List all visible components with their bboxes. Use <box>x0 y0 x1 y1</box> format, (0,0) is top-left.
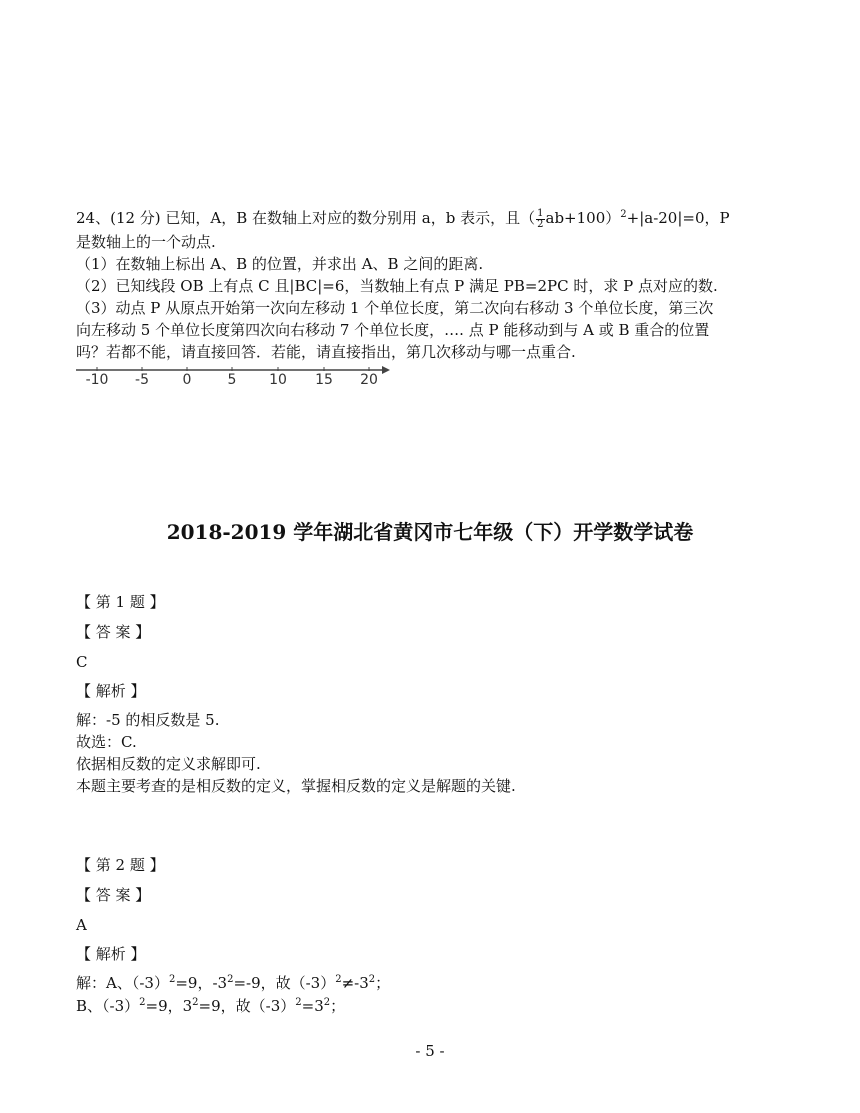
number-line <box>76 365 396 395</box>
tick-label: 10 <box>269 372 287 388</box>
superscript: 2 <box>192 997 199 1008</box>
q24-part-1: （1）在数轴上标出 A、B 的位置，并求出 A、B 之间的距离. <box>76 255 484 273</box>
q1-answer-heading: 【 答 案 】 <box>76 623 151 641</box>
solution-text: =9，-3 <box>175 974 228 992</box>
q1-analysis-heading: 【 解析 】 <box>76 682 146 700</box>
q24-part-3-cont: 向左移动 5 个单位长度第四次向右移动 7 个单位长度，…. 点 P 能移动到与 A 或 B 重合的位置 <box>76 321 710 339</box>
page-number: - 5 - <box>415 1042 445 1060</box>
q2-answer: A <box>76 916 87 934</box>
tick-label: 0 <box>182 372 192 388</box>
q1-solution-line: 本题主要考查的是相反数的定义，掌握相反数的定义是解题的关键. <box>76 777 516 795</box>
page-title: 2018-2019 学年湖北省黄冈市七年级（下）开学数学试卷 <box>166 520 694 544</box>
superscript: 2 <box>168 974 176 985</box>
q24-part-2: （2）已知线段 OB 上有点 C 且|BC|=6，当数轴上有点 P 满足 PB=2PC 时，求 P 点对应的数. <box>76 277 718 295</box>
solution-text: =-9，故（-3） <box>233 974 336 992</box>
solution-text: ； <box>330 997 346 1015</box>
tick-label: 15 <box>315 372 333 388</box>
q2-solution-a <box>76 973 390 993</box>
superscript: 2 <box>139 997 146 1008</box>
solution-text: =3 <box>301 997 324 1015</box>
q1-solution-line: 解：-5 的相反数是 5. <box>76 711 220 729</box>
solution-text: =9，故（-3） <box>198 997 296 1015</box>
superscript: 2 <box>620 209 627 220</box>
q24-text: ab+100） <box>545 209 621 227</box>
fraction-numerator: 1 <box>537 207 544 219</box>
fraction-half <box>536 209 544 230</box>
superscript: 2 <box>323 997 331 1008</box>
tick-label: 5 <box>227 372 237 388</box>
solution-text: =9，3 <box>145 997 193 1015</box>
q1-heading: 【 第 1 题 】 <box>76 593 165 611</box>
superscript: 2 <box>368 974 376 985</box>
tick-label: 20 <box>360 372 378 388</box>
q24-part-3: （3）动点 P 从原点开始第一次向左移动 1 个单位长度，第二次向右移动 3 个单位长度，第三次 <box>76 299 714 317</box>
q2-analysis-heading: 【 解析 】 <box>76 945 146 963</box>
q1-solution-line: 依据相反数的定义求解即可. <box>76 755 261 773</box>
q2-heading: 【 第 2 题 】 <box>76 856 165 874</box>
q2-answer-heading: 【 答 案 】 <box>76 886 151 904</box>
solution-text: ； <box>375 974 391 992</box>
solution-text: ≠-3 <box>341 974 369 992</box>
fraction-denominator: 2 <box>537 218 544 230</box>
q24-part-3-end: 吗？若都不能，请直接回答．若能，请直接指出，第几次移动与哪一点重合. <box>76 343 576 361</box>
superscript: 2 <box>227 974 234 985</box>
tick-label: -5 <box>135 372 149 388</box>
tick-label: -10 <box>85 372 109 388</box>
solution-text: 解：A、（-3） <box>76 974 169 992</box>
q1-solution-line: 故选：C. <box>76 733 137 751</box>
q24-text: +|a-20|=0，P <box>626 209 730 227</box>
q24-line-1 <box>76 208 730 230</box>
q24-line-2: 是数轴上的一个动点. <box>76 233 216 251</box>
q24-text: 24、(12 分) 已知，A，B 在数轴上对应的数分别用 a，b 表示，且（ <box>76 209 536 227</box>
superscript: 2 <box>335 974 342 985</box>
q1-answer: C <box>76 653 88 671</box>
q2-solution-b <box>76 996 345 1016</box>
superscript: 2 <box>295 997 302 1008</box>
solution-text: B、（-3） <box>76 997 140 1015</box>
